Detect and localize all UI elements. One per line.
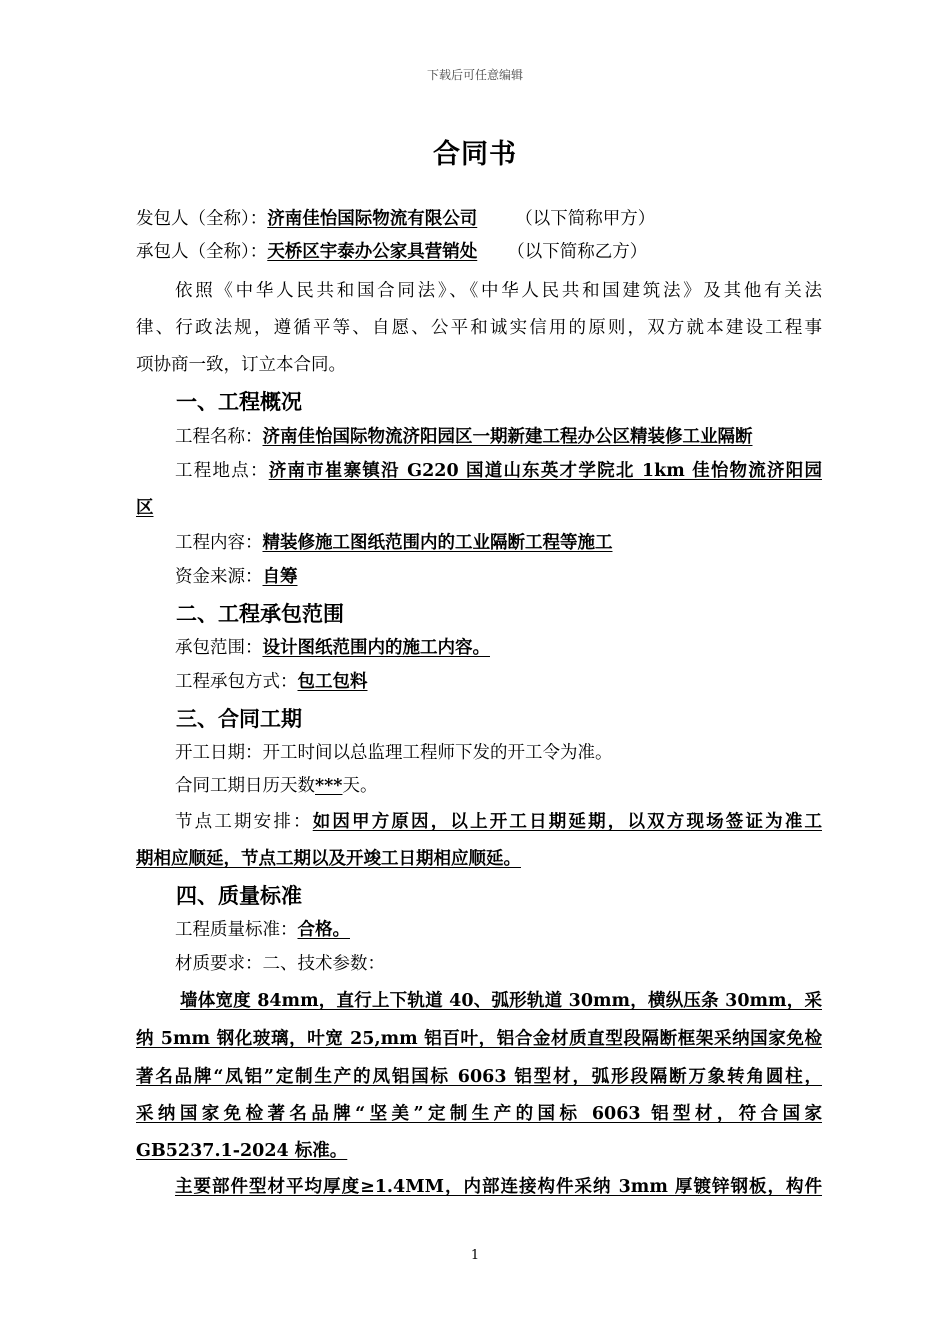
contractor-name: 天桥区宇泰办公家具营销处: [267, 242, 478, 262]
quality-line: [175, 918, 350, 942]
scope-line: [175, 636, 490, 660]
project-site-line: [175, 459, 822, 483]
node-schedule-label: 节点工期安排：: [175, 812, 313, 832]
employer-name: 济南佳怡国际物流有限公司: [267, 209, 478, 229]
preamble-line-3: 项协商一致，订立本合同。: [136, 355, 346, 375]
project-site-label: 工程地点：: [175, 461, 269, 481]
start-date-line: 开工日期：开工时间以总监理工程师下发的开工令为准。: [175, 743, 613, 763]
quality-value: 合格。: [297, 920, 350, 940]
tech-param-line-5: GB5237.1-2024 标准。: [136, 1141, 348, 1161]
fund-source-value: 自筹: [262, 567, 298, 587]
preamble-line-1: 依照《中华人民共和国合同法》、《中华人民共和国建筑法》及其他有关法: [175, 281, 822, 301]
tech-param-line-6: 主要部件型材平均厚度≥1.4MM，内部连接构件采纳 3mm 厚镀锌钢板，构件: [175, 1177, 822, 1197]
tech-param-line-4: 采纳国家免检著名品牌“坚美”定制生产的国标 6063 铝型材，符合国家: [136, 1104, 822, 1124]
section-2-heading: 二、工程承包范围: [176, 602, 344, 626]
contractor-alias: （以下简称乙方）: [507, 242, 648, 262]
duration-suffix: 天。: [342, 776, 378, 796]
contract-mode-line: [175, 670, 368, 694]
duration-value: ***: [315, 776, 343, 796]
contract-mode-label: 工程承包方式：: [175, 672, 298, 692]
section-3-heading: 三、合同工期: [176, 707, 302, 731]
employer-label: 发包人（全称）：: [136, 209, 268, 229]
project-name-value: 济南佳怡国际物流济阳园区一期新建工程办公区精装修工业隔断: [262, 427, 753, 447]
header-note: 下载后可任意编辑: [426, 68, 523, 82]
project-site-value: 济南市崔寨镇沿 G220 国道山东英才学院北 1km 佳怡物流济阳园: [268, 461, 822, 481]
page-number: 1: [470, 1248, 480, 1263]
fund-source-line: [175, 565, 298, 589]
document-title: 合同书: [433, 139, 517, 170]
section-4-heading: 四、质量标准: [176, 884, 302, 908]
tech-param-line-1: 墙体宽度 84mm，直行上下轨道 40、弧形轨道 30mm，横纵压条 30mm，采: [180, 991, 822, 1011]
scope-label: 承包范围：: [175, 638, 263, 658]
node-schedule-value-2: 期相应顺延，节点工期以及开竣工日期相应顺延。: [136, 849, 521, 869]
tech-param-line-3: 著名品牌“凤铝”定制生产的凤铝国标 6063 铝型材，弧形段隔断万象转角圆柱，: [136, 1067, 822, 1087]
contractor-label: 承包人（全称）：: [136, 242, 268, 262]
contractor-line: [136, 240, 647, 264]
duration-prefix: 合同工期日历天数: [175, 776, 315, 796]
tech-param-line-2: 纳 5mm 钢化玻璃，叶宽 25,mm 铝百叶，铝合金材质直型段隔断框架采纳国家免检: [136, 1029, 822, 1049]
section-1-heading: 一、工程概况: [176, 390, 302, 414]
quality-label: 工程质量标准：: [175, 920, 298, 940]
project-site-cont: [136, 496, 154, 520]
project-name-line: [175, 425, 753, 449]
project-name-label: 工程名称：: [175, 427, 263, 447]
preamble-line-2: 律、行政法规，遵循平等、自愿、公平和诚实信用的原则，双方就本建设工程事: [136, 318, 822, 338]
node-schedule-line: [175, 810, 822, 834]
duration-line: [175, 774, 377, 798]
contract-mode-value: 包工包料: [297, 672, 368, 692]
node-schedule-cont: [136, 847, 521, 871]
project-content-label: 工程内容：: [175, 533, 263, 553]
scope-value: 设计图纸范围内的施工内容。: [262, 638, 490, 658]
project-content-line: [175, 531, 613, 555]
project-content-value: 精装修施工图纸范围内的工业隔断工程等施工: [262, 533, 613, 553]
employer-line: [136, 207, 655, 231]
material-label: 材质要求：二、技术参数：: [175, 954, 385, 974]
fund-source-label: 资金来源：: [175, 567, 263, 587]
employer-alias: （以下简称甲方）: [515, 209, 656, 229]
node-schedule-value: 如因甲方原因，以上开工日期延期，以双方现场签证为准工: [312, 812, 822, 832]
project-site-value-2: 区: [136, 498, 154, 518]
